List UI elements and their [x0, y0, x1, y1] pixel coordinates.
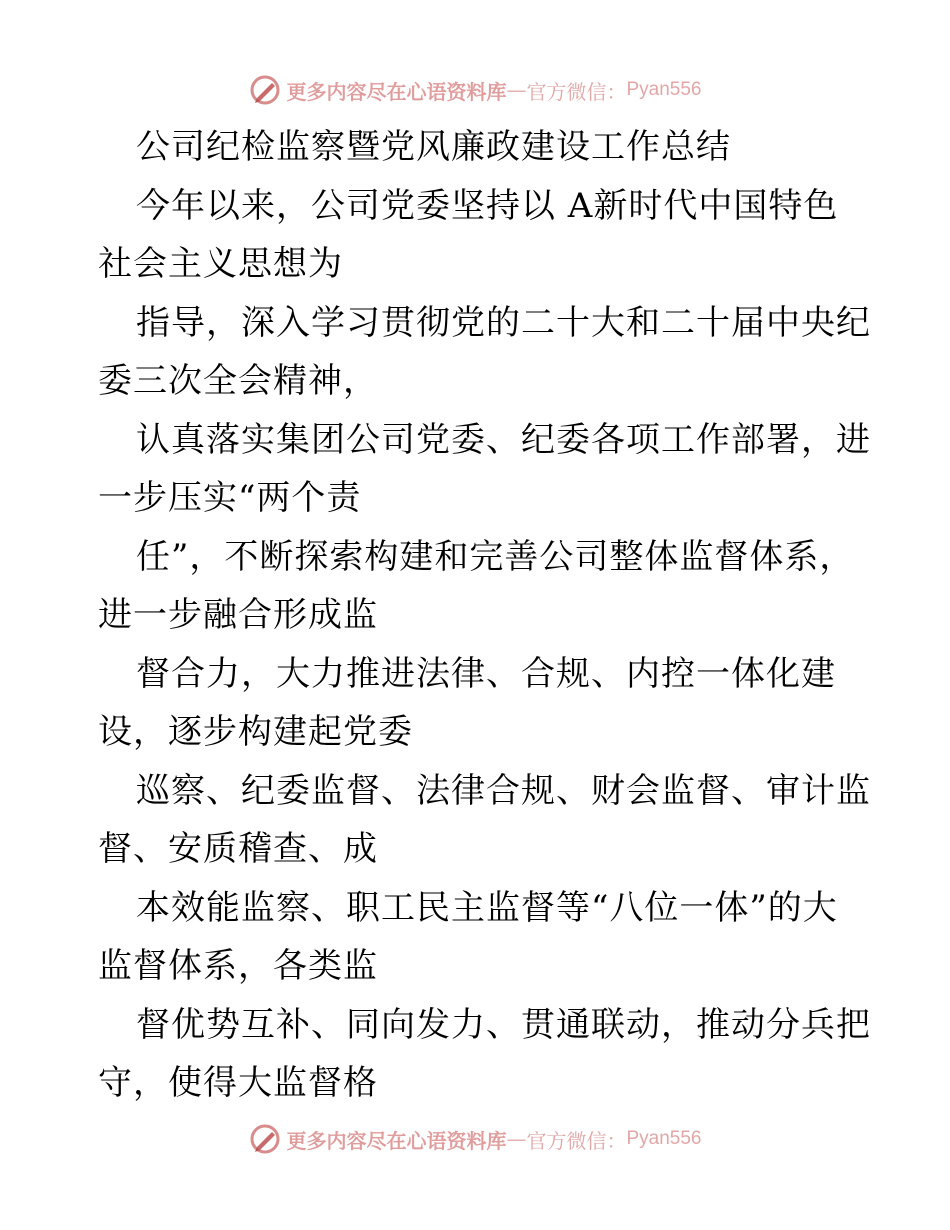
watermark-label: 官方微信： [526, 79, 627, 104]
pen-logo-icon [248, 1122, 282, 1156]
text-line: 设，逐步构建起党委 [98, 712, 413, 752]
footer-watermark [0, 1119, 950, 1159]
text-line: 巡察、纪委监督、法律合规、财会监督、审计监 [136, 770, 871, 811]
text-line: 委三次全会精神， [98, 361, 378, 401]
watermark-account: Pyan556 [626, 79, 702, 100]
document-title: 公司纪检监察暨党风廉政建设工作总结 [136, 127, 731, 167]
text-line: 任”，不断探索构建和完善公司整体监督体系， [136, 536, 855, 577]
text-line: 指导，深入学习贯彻党的二十大和二十届中央纪 [136, 302, 871, 343]
text-line: 监督体系，各类监 [98, 946, 378, 986]
text-line: 督优势互补、同向发力、贯通联动，推动分兵把 [136, 1004, 871, 1045]
text-line: 认真落实集团公司党委、纪委各项工作部署，进 [136, 419, 871, 460]
text-line: 一步压实“两个责 [98, 478, 362, 518]
text-line: 守，使得大监督格 [98, 1063, 378, 1103]
text-line: 督合力，大力推进法律、合规、内控一体化建 [136, 653, 836, 694]
document-body [98, 118, 871, 1113]
pen-logo-icon [248, 73, 282, 107]
watermark-account: Pyan556 [626, 1128, 702, 1149]
watermark-dash: — [506, 1127, 527, 1151]
watermark-label: 官方微信： [526, 1128, 627, 1153]
text-line: 社会主义思想为 [98, 244, 343, 284]
watermark-text: 更多内容尽在心语资料库 [286, 79, 507, 104]
header-watermark [0, 70, 950, 110]
text-line: 督、安质稽查、成 [98, 829, 378, 869]
watermark-text: 更多内容尽在心语资料库 [286, 1128, 507, 1153]
text-line: 本效能监察、职工民主监督等“八位一体”的大 [136, 887, 838, 928]
text-line: 进一步融合形成监 [98, 595, 378, 635]
text-line: 今年以来，公司党委坚持以 A新时代中国特色 [136, 185, 839, 226]
watermark-dash: — [506, 78, 527, 102]
